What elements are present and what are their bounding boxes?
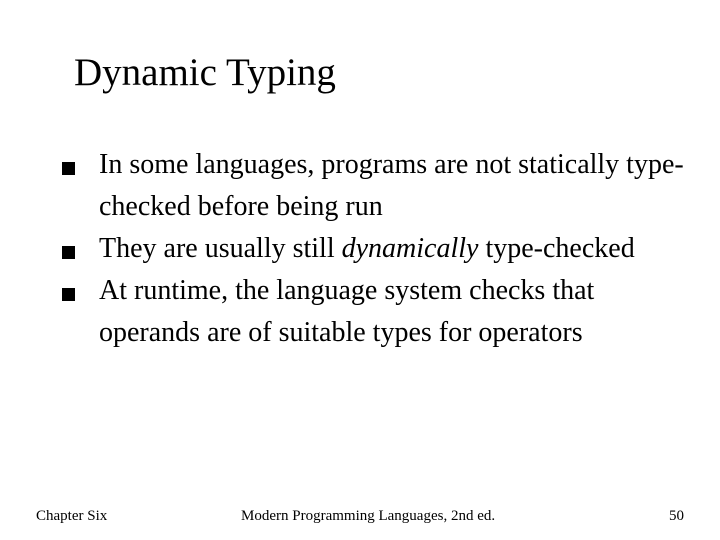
bullet-item <box>58 144 698 228</box>
bullet-emphasis: dynamically <box>341 233 479 264</box>
bullet-item <box>58 228 698 270</box>
bullet-text-part: In some languages, programs are not statically type-checked before being run <box>99 149 684 222</box>
bullet-text <box>99 233 635 264</box>
bullet-text-part: They are usually still <box>99 233 342 264</box>
slide-title: Dynamic Typing <box>74 51 336 94</box>
bullet-text-part: At runtime, the language system checks that operands are of suitable types for operators <box>99 275 595 348</box>
bullet-item <box>58 270 698 354</box>
square-bullet-icon <box>62 162 75 175</box>
bullet-text <box>99 275 594 348</box>
square-bullet-icon <box>62 246 75 259</box>
bullet-text <box>99 149 684 222</box>
footer-book-title: Modern Programming Languages, 2nd ed. <box>241 508 496 524</box>
square-bullet-icon <box>62 288 75 301</box>
footer-page-number: 50 <box>669 508 684 524</box>
footer-chapter: Chapter Six <box>36 508 108 524</box>
bullet-text-part: type-checked <box>478 233 635 264</box>
bullet-list <box>58 144 698 354</box>
